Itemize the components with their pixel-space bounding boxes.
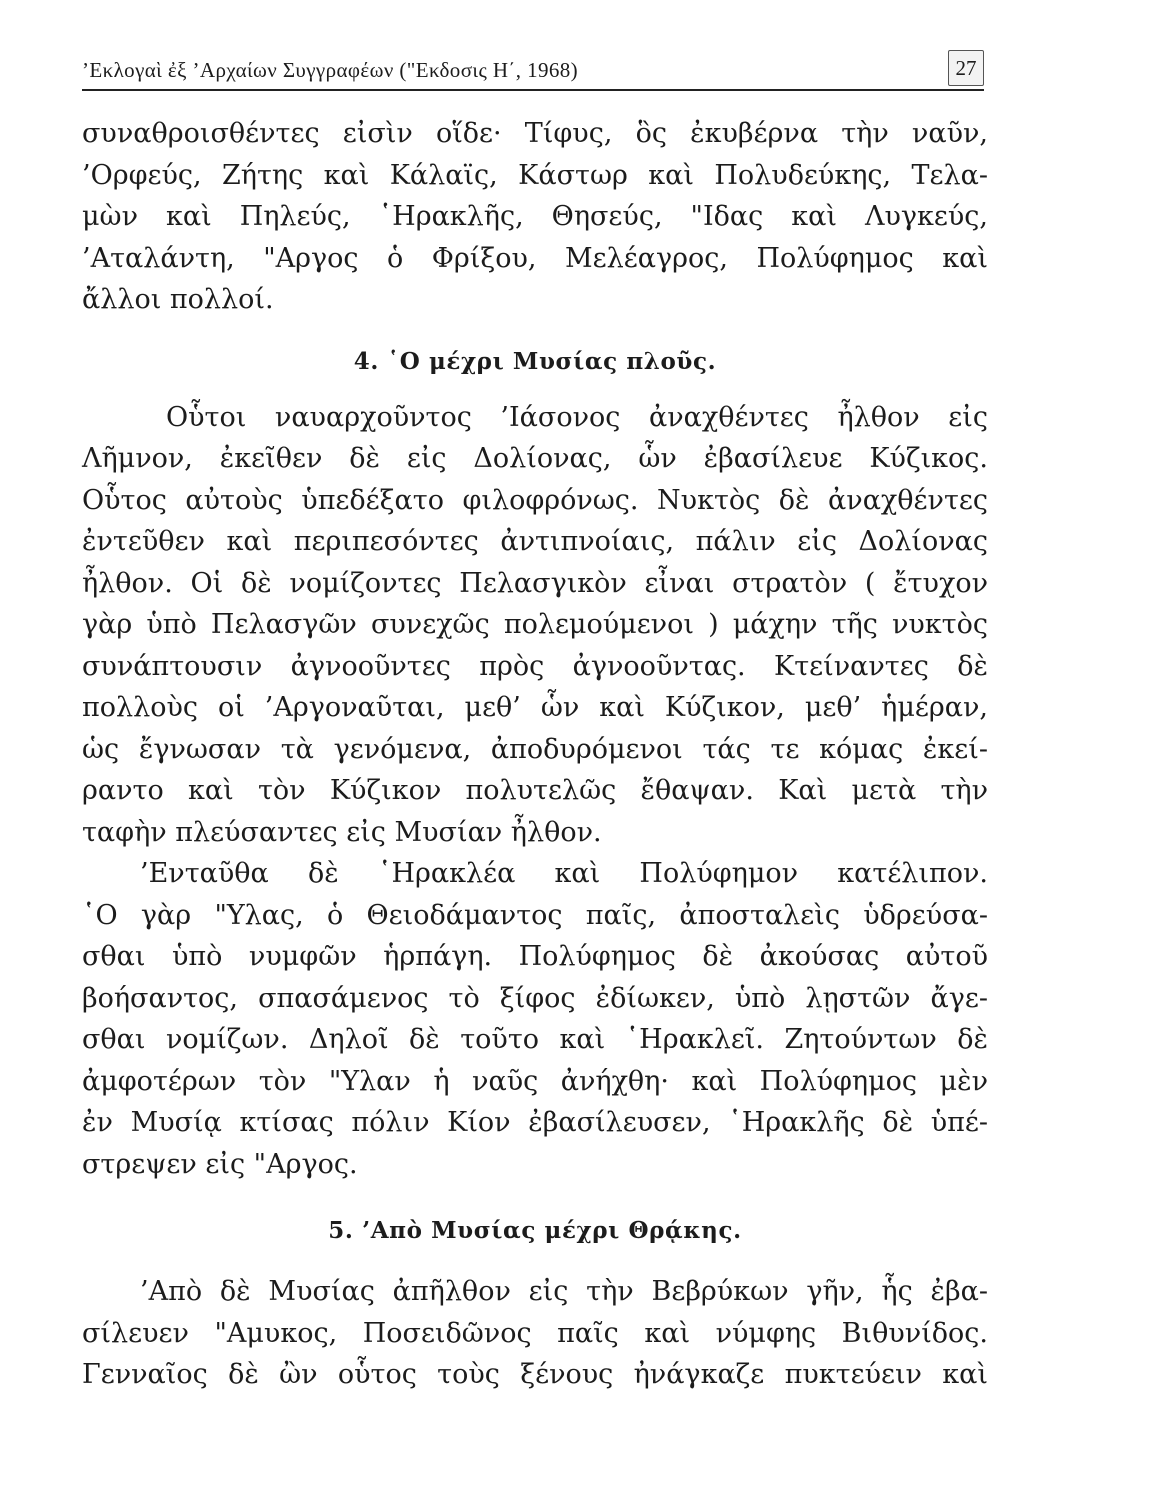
text-line: ραντο καὶ τὸν Κύζικον πολυτελῶς ἔθαψαν. Καὶ μετὰ τὴν	[82, 775, 988, 806]
text-line: γὰρ ὑπὸ Πελασγῶν συνεχῶς πολεμούμενοι ) μάχην τῆς νυκτὸς	[82, 609, 988, 640]
text-line: ’Ορφεύς, Ζήτης καὶ Κάλαϊς, Κάστωρ καὶ Πολυδεύκης, Τελα-	[82, 159, 988, 191]
paragraph-intro	[82, 113, 988, 321]
section-heading-4: 4. ῾Ο μέχρι Μυσίας πλοῦς.	[353, 347, 717, 375]
page-number: 27	[948, 50, 984, 86]
header-rule	[82, 89, 984, 91]
section-4-paragraph-1	[82, 397, 988, 854]
text-line: συνάπτουσιν ἀγνοοῦντες πρὸς ἀγνοοῦντας. Κτείναντες δὲ	[82, 650, 988, 682]
text-line: ἐν Μυσίᾳ κτίσας πόλιν Κίον ἐβασίλευσεν, ῾Ηρακλῆς δὲ ὑπέ-	[82, 1107, 988, 1138]
text-line: μὼν καὶ Πηλεύς, ῾Ηρακλῆς, Θησεύς, "Ιδας καὶ Λυγκεύς,	[82, 201, 988, 232]
text-line: συναθροισθέντες εἰσὶν οἵδε· Τίφυς, ὃς ἐκυβέρνα τὴν ναῦν,	[82, 118, 988, 149]
text-line: ἀμφοτέρων τὸν "Υλαν ἡ ναῦς ἀνήχθη· καὶ Πολύφημος μὲν	[82, 1065, 988, 1097]
section-heading-5: 5. ’Απὸ Μυσίας μέχρι Θρᾴκης.	[328, 1217, 742, 1244]
text-line: σθαι ὑπὸ νυμφῶν ἡρπάγη. Πολύφημος δὲ ἀκούσας αὐτοῦ	[82, 941, 988, 972]
text-line: ὡς ἔγνωσαν τὰ γενόμενα, ἀποδυρόμενοι τάς τε κόμας ἐκεί-	[82, 733, 988, 765]
running-head	[82, 56, 982, 90]
text-line: ἦλθον. Οἱ δὲ νομίζοντες Πελασγικὸν εἶναι στρατὸν ( ἔτυχον	[82, 567, 988, 599]
section-5-paragraph-1	[82, 1271, 988, 1396]
text-line: ἄλλοι πολλοί.	[82, 284, 274, 315]
text-line: Γενναῖος δὲ ὢν οὗτος τοὺς ξένους ἠνάγκαζε πυκτεύειν καὶ	[82, 1359, 988, 1390]
running-title: ’Εκλογαὶ ἐξ ’Αρχαίων Συγγραφέων ("Εκδοσις Η΄, 1968)	[82, 58, 579, 82]
text-line: βοήσαντος, σπασάμενος τὸ ξίφος ἐδίωκεν, ὑπὸ λῃστῶν ἄγε-	[82, 982, 988, 1014]
text-line: Λῆμνον, ἐκεῖθεν δὲ εἰς Δολίονας, ὧν ἐβασίλευε Κύζικος.	[82, 443, 988, 474]
text-line: πολλοὺς οἱ ’Αργοναῦται, μεθ’ ὧν καὶ Κύζικον, μεθ’ ἡμέραν,	[82, 692, 988, 723]
section-4-paragraph-2	[82, 853, 988, 1185]
main-text	[82, 113, 988, 1396]
text-line: ’Αταλάντη, "Αργος ὁ Φρίξου, Μελέαγρος, Πολύφημος καὶ	[82, 242, 988, 274]
text-line: στρεψεν εἰς "Αργος.	[82, 1148, 358, 1180]
text-line: ’Απὸ δὲ Μυσίας ἀπῆλθον εἰς τὴν Βεβρύκων γῆν, ἧς ἐβα-	[140, 1276, 988, 1307]
text-line: ἐντεῦθεν καὶ περιπεσόντες ἀντιπνοίαις, πάλιν εἰς Δολίονας	[82, 526, 988, 557]
text-line: ’Ενταῦθα δὲ ῾Ηρακλέα καὶ Πολύφημον κατέλιπον.	[140, 858, 988, 889]
text-line: Οὗτος αὐτοὺς ὑπεδέξατο φιλοφρόνως. Νυκτὸς δὲ ἀναχθέντες	[82, 484, 988, 516]
text-line: ταφὴν πλεύσαντες εἰς Μυσίαν ἦλθον.	[82, 816, 602, 848]
text-line: Οὗτοι ναυαρχοῦντος ’Ιάσονος ἀναχθέντες ἦλθον εἰς	[166, 401, 988, 433]
text-line: σθαι νομίζων. Δηλοῖ δὲ τοῦτο καὶ ῾Ηρακλεῖ. Ζητούντων δὲ	[82, 1024, 988, 1055]
text-line: σίλευεν "Αμυκος, Ποσειδῶνος παῖς καὶ νύμφης Βιθυνίδος.	[82, 1317, 988, 1349]
text-line: ῾Ο γὰρ "Υλας, ὁ Θειοδάμαντος παῖς, ἀποσταλεὶς ὑδρεύσα-	[82, 899, 988, 931]
